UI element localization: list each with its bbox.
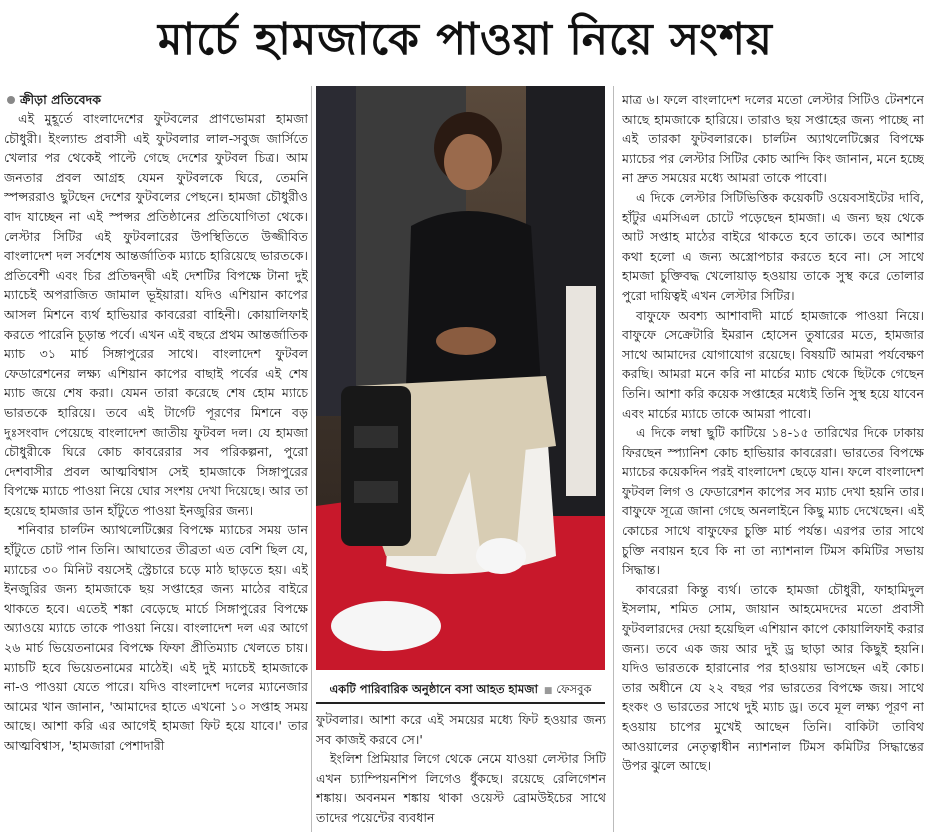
paragraph: এ দিকে লম্বা ছুটি কাটিয়ে ১৪-১৫ তারিখের দিকে ঢাকায় ফিরছেন স্প্যানিশ কোচ হাভিয়ার কাবরেরা। ভারতের বিপক্ষে ম্যাচের কয়েকদিন পরই বাংলাদেশ ছেড়ে যান। ফলে বাংলাদেশ ফুটবল লিগ ও ফেডারেশন কাপের সব ম্যাচ দেখা হয়নি তার। বাফুফে সূত্রে জানা গেছে অনলাইনে কিছু ম্যাচ দেখেছেন। এই কোচের সাথে বাফুফের চুক্তি মার্চ পর্যন্ত। এরপর তার সাথে চুক্তি নবায়ন হবে কি না তা ন্যাশনাল টিমস কমিটির সভায় সিদ্ধান্ত। [622, 425, 924, 578]
headline: মার্চে হামজাকে পাওয়া নিয়ে সংশয় [158, 14, 773, 65]
column-divider [311, 86, 312, 832]
paragraph: এ দিকে লেস্টার সিটিভিত্তিক কয়েকটি ওয়েবসাইটের দাবি, হাঁটুর এমসিএল চোটে পড়েছেন হামজা। এ জন্য ছয় থেকে আট সপ্তাহ মাঠের বাইরে থাকতে হবে তাকে। তবে আশার কথা হলো এ জন্য অস্ত্রোপচার করতে হবে না। সে সাথে হামজা চুক্তিবদ্ধ খেলোয়াড় হওয়ায় তাকে সুস্থ করে তোলার পুরো দায়িত্বই এখন লেস্টার সিটির। [622, 189, 924, 303]
article-photo [316, 86, 605, 670]
caption-text: একটি পারিবারিক অনুষ্ঠানে বসা আহত হামজা [329, 682, 538, 696]
photo-caption [316, 676, 605, 704]
photo-credit: ■ ফেসবুক [544, 682, 592, 696]
paragraph: ফুটবলার। আশা করে এই সময়ের মধ্যে ফিট হওয়ার জন্য সব কাজই করবে সে।' [316, 712, 606, 747]
paragraph: ইংলিশ প্রিমিয়ার লিগে থেকে নেমে যাওয়া লেস্টার সিটি এখন চ্যাম্পিয়নশিপ লিগেও ধুঁকছে। রয়েছে রেলিগেশন শঙ্কায়। অবনমন শঙ্কায় থাকা ওয়েস্ট ব্রোমউইচের সাথে তাদের পয়েন্টের ব্যবধান [316, 751, 606, 825]
injured-player-photo [316, 86, 605, 670]
bullet-icon [7, 96, 15, 104]
article-column-2 [316, 710, 606, 832]
article-column-3 [622, 90, 924, 832]
paragraph: বাফুফে অবশ্য আশাবাদী মার্চে হামজাকে পাওয়া নিয়ে। বাফুফে সেক্রেটারি ইমরান হোসেন তুষারের মতে, হামজার সাথে আমাদের যোগাযোগ রয়েছে। বিষয়টি আমরা পর্যবেক্ষণ করছি। আমরা মনে করি না মার্চের ম্যাচ থেকে ছিটকে গেছেন তিনি। আশা করি কয়েক সপ্তাহের মধ্যেই তিনি সুস্থ হয়ে যাবেন এবং মার্চের ম্যাচে তাকে আমরা পাবো। [622, 307, 924, 421]
column-divider [613, 86, 614, 832]
article-column-1 [4, 90, 308, 832]
paragraph: এই মুহূর্তে বাংলাদেশের ফুটবলের প্রাণভোমরা হামজা চৌধুরী। ইংল্যান্ড প্রবাসী এই ফুটবলার লাল-সবুজ জার্সিতে খেলার পর থেকেই পাল্টে গেছে দেশের ফুটবল চিত্র। আম জনতার প্রবল আগ্রহ যেমন ফুটবলকে ঘিরে, তেমনি স্পন্সররাও ছুটছেন দেশের ফুটবলের পেছনে। হামজা চৌধুরীও বাদ যাচ্ছেন না এই স্পন্সর প্রতিষ্ঠানের প্রতিযোগিতা থেকে। লেস্টার সিটির এই ফুটবলারের উপস্থিতিতে উজ্জীবিত বাংলাদেশ দল সর্বশেষ আন্তর্জাতিক ম্যাচে হারিয়েছে ভারতকে। প্রতিবেশী এবং চির প্রতিদ্বন্দ্বী এই দেশটির বিপক্ষে টানা দুই ম্যাচেই অপরাজিত জামাল ভূইয়ারা। যদিও এশিয়ান কাপের আসল মিশনে ব্যর্থ হাভিয়ার কাবরেরা বাহিনী। কোয়ালিফাই করতে পারেনি চূড়ান্ত পর্বে। এখন এই বছরে প্রথম আন্তর্জাতিক ম্যাচ ৩১ মার্চ সিঙ্গাপুরের সাথে। বাংলাদেশ ফুটবল ফেডারেশনের লক্ষ্য এশিয়ান কাপের বাছাই পর্বের এই শেষ ম্যাচ জয়ে শেষ করা। যেমন তারা করেছে শেষ হোম ম্যাচে ভারতকে হারিয়ে। তবে এই টার্গেট পূরণের মিশনে বড় দুঃসংবাদ পেয়েছে বাংলাদেশ জাতীয় ফুটবল দল। যে হামজা চৌধুরীকে ঘিরে কোচ কাবরেরার সব পরিকল্পনা, পুরো দেশবাসীর প্রবল আত্মবিশ্বাস সেই হামজাকে সিঙ্গাপুরের বিপক্ষে ম্যাচে পাওয়া নিয়ে ঘোর সংশয় দেখা দিয়েছে। আর তা হয়েছে হামজার ডান হাঁটুতে পাওয়া ইনজুরির জন্য। [4, 111, 308, 518]
paragraph: শনিবার চার্লটন অ্যাথলেটিক্সের বিপক্ষে ম্যাচের সময় ডান হাঁটুতে চোট পান তিনি। আঘাতের তীব্রতা এত বেশি ছিল যে, ম্যাচের ৩০ মিনিট বয়সেই স্ট্রেচারে চড়ে মাঠ ছাড়তে হয়। এই ইনজুরির জন্য হামজাকে ছয় সপ্তাহের জন্য মাঠের বাইরে থাকতে হবে। এতেই শঙ্কা বেড়েছে মার্চে সিঙ্গাপুরের বিপক্ষে অ্যাওয়ে ম্যাচে তাকে পাওয়া নিয়ে। বাংলাদেশ দল এর আগে ২৬ মার্চ ভিয়েতনামের বিপক্ষে ফিফা প্রীতিম্যাচ খেলতে চায়। ম্যাচটি হবে ভিয়েতনামের মাঠেই। এই দুই ম্যাচেই হামজাকে না-ও পাওয়া যেতে পারে। যদিও বাংলাদেশ দলের ম্যানেজার আমের খান জানান, 'আমাদের হাতে এখনো ১০ সপ্তাহ সময় আছে। আশা করি এর আগেই হামজা ফিট হয়ে যাবে।' তার আত্মবিশ্বাস, 'হামজারা পেশাদারী [4, 522, 308, 753]
byline [4, 90, 308, 109]
paragraph: মাত্র ৬। ফলে বাংলাদেশ দলের মতো লেস্টার সিটিও টেনশনে আছে হামজাকে হারিয়ে। তারাও ছয় সপ্তাহের জন্য পাচ্ছে না এই তারকা ফুটবলারকে। চার্লটন অ্যাথলেটিক্সের বিপক্ষে ম্যাচের পর লেস্টার সিটির কোচ আন্দি কিং জানান, মনে হচ্ছে না দ্রুত সময়ের মধ্যে আমরা তাকে পাবো। [622, 92, 924, 186]
byline-text: ক্রীড়া প্রতিবেদক [20, 92, 102, 107]
paragraph: কাবরেরা কিন্তু ব্যর্থ। তাকে হামজা চৌধুরী, ফাহামিদুল ইসলাম, শমিত সোম, জায়ান আহমেদদের মতো প্রবাসী ফুটবলারদের দেয়া হয়েছিল এশিয়ান কাপে কোয়ালিফাই করার জন্য। তবে এক জয় আর দুই ড্র ছাড়া আর কিছুই হয়নি। যদিও ভারতকে হারানোর পর হাওয়ায় ভাসছেন এই কোচ। তার অধীনে যে ২২ বছর পর ভারতের বিপক্ষে জয়। সাথে হংকং ও ভারতের সাথে দুই ম্যাচ ড্র। তবে মূল লক্ষ্য পূরণ না হওয়ায় চাপের মুখেই আছেন তিনি। বাকিটা তাবিথ আওয়ালের নেতৃত্বাধীন ন্যাশনাল টিমস কমিটির সিদ্ধান্তের উপর ঝুলে আছে। [622, 581, 924, 774]
